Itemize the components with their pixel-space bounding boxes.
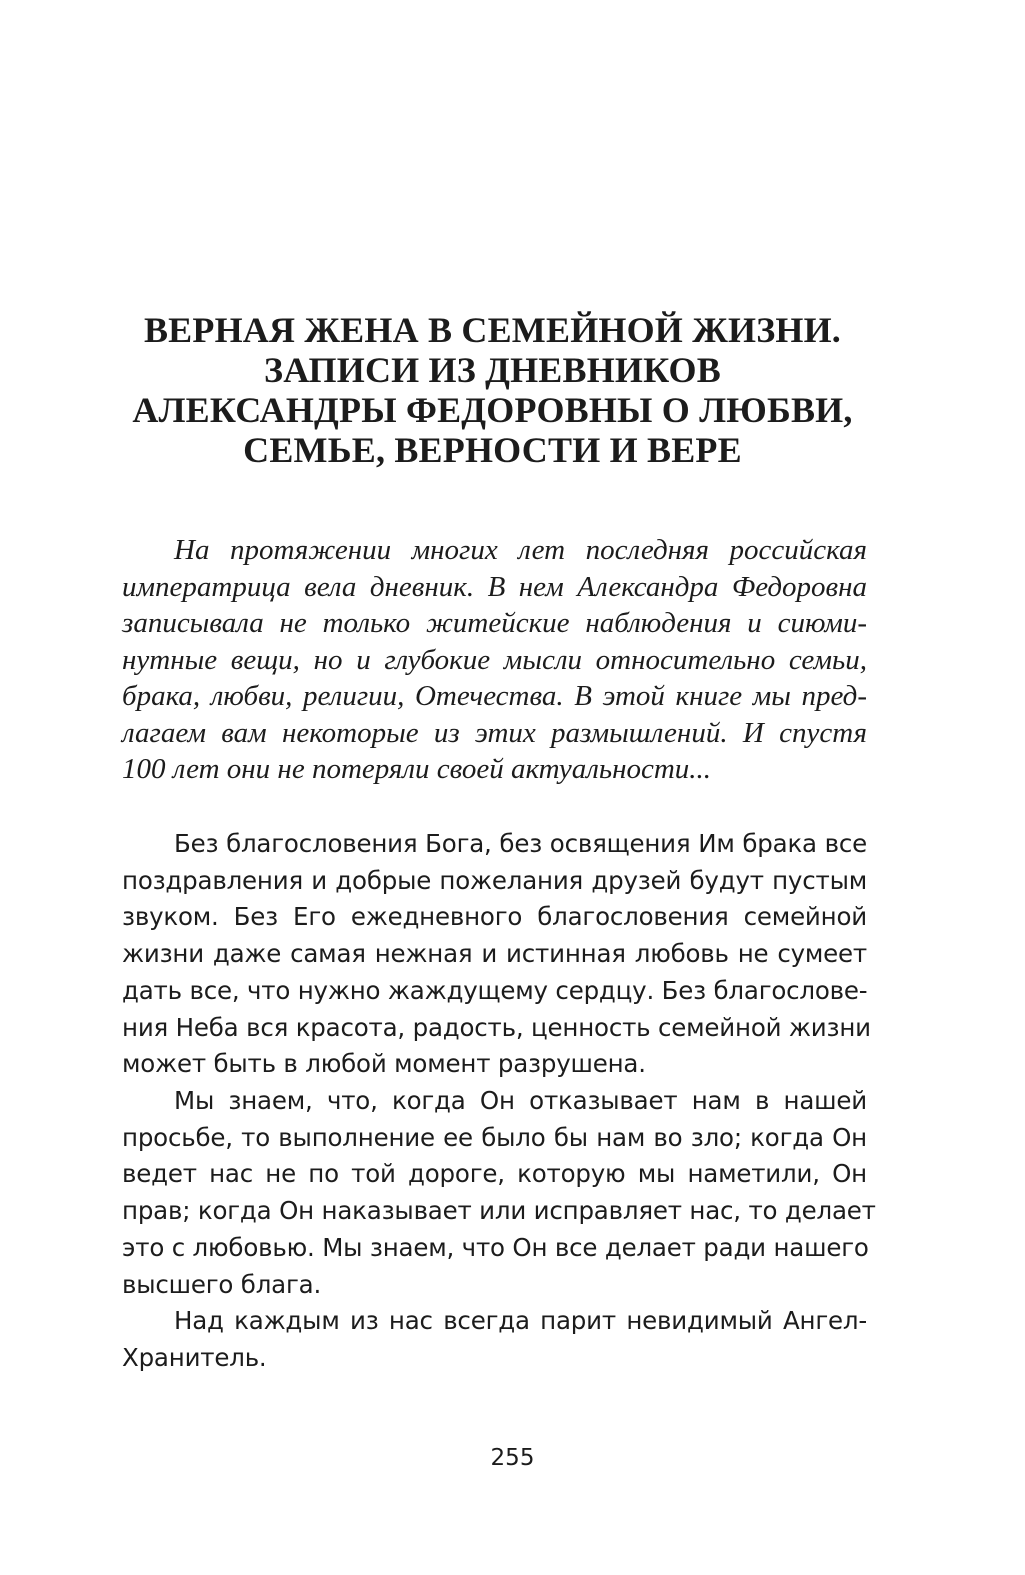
body-paragraph (122, 1083, 876, 1303)
text-line: это с любовью. Мы знаем, что Он все делает ради нашего (122, 1232, 869, 1262)
text-line: прав; когда Он наказывает или исправляет нас, то делает (122, 1196, 876, 1226)
text-line: Над каждым из нас всегда парит невидимый Ангел- (174, 1306, 867, 1335)
body-paragraph (122, 826, 871, 1083)
text-line: Без благословения Бога, без освящения Им брака все (174, 829, 867, 858)
text-line: может быть в любой момент разрушена. (122, 1049, 646, 1079)
text-line: поздравления и добрые пожелания друзей будут пустым (122, 865, 867, 895)
text-line: 100 лет они не потеряли своей актуальности... (122, 753, 712, 785)
text-line: высшего блага. (122, 1269, 322, 1299)
text-line: лагаем вам некоторые из этих размышлений. И спустя (122, 716, 867, 749)
text-line: На протяжении многих лет последняя российская (174, 534, 867, 566)
text-line: императрица вела дневник. В нем Александра Федоровна (122, 570, 867, 603)
text-line: ведет нас не по той дороге, которую мы наметили, Он (122, 1159, 867, 1189)
text-line: Мы знаем, что, когда Он отказывает нам в нашей (174, 1086, 867, 1115)
chapter-title-line: ВЕРНАЯ ЖЕНА В СЕМЕЙНОЙ ЖИЗНИ. (143, 310, 842, 350)
text-line: жизни даже самая нежная и истинная любовь не сумеет (122, 939, 867, 969)
text-line: брака, любви, религии, Отечества. В этой книге мы пред- (122, 680, 867, 712)
page-number: 255 (490, 1445, 535, 1471)
text-line: Хранитель. (122, 1342, 267, 1372)
chapter-title (120, 310, 865, 470)
chapter-title-line: СЕМЬЕ, ВЕРНОСТИ И ВЕРЕ (243, 430, 742, 470)
text-line: ния Неба вся красота, радость, ценность семейной жизни (122, 1012, 871, 1042)
chapter-title-line: ЗАПИСИ ИЗ ДНЕВНИКОВ (264, 350, 721, 390)
text-line: нутные вещи, но и глубокие мысли относительно семьи, (122, 643, 867, 676)
chapter-title-line: АЛЕКСАНДРЫ ФЕДОРОВНЫ О ЛЮБВИ, (132, 390, 853, 430)
text-line: дать все, что нужно жаждущему сердцу. Без благослове- (122, 975, 868, 1005)
intro-paragraph (122, 532, 867, 788)
text-line: звуком. Без Его ежедневного благословения семейной (122, 902, 867, 932)
text-line: записывала не только житейские наблюдения и сиюми- (122, 607, 867, 639)
body-paragraph (122, 1303, 867, 1376)
text-line: просьбе, то выполнение ее было бы нам во зло; когда Он (122, 1122, 867, 1152)
